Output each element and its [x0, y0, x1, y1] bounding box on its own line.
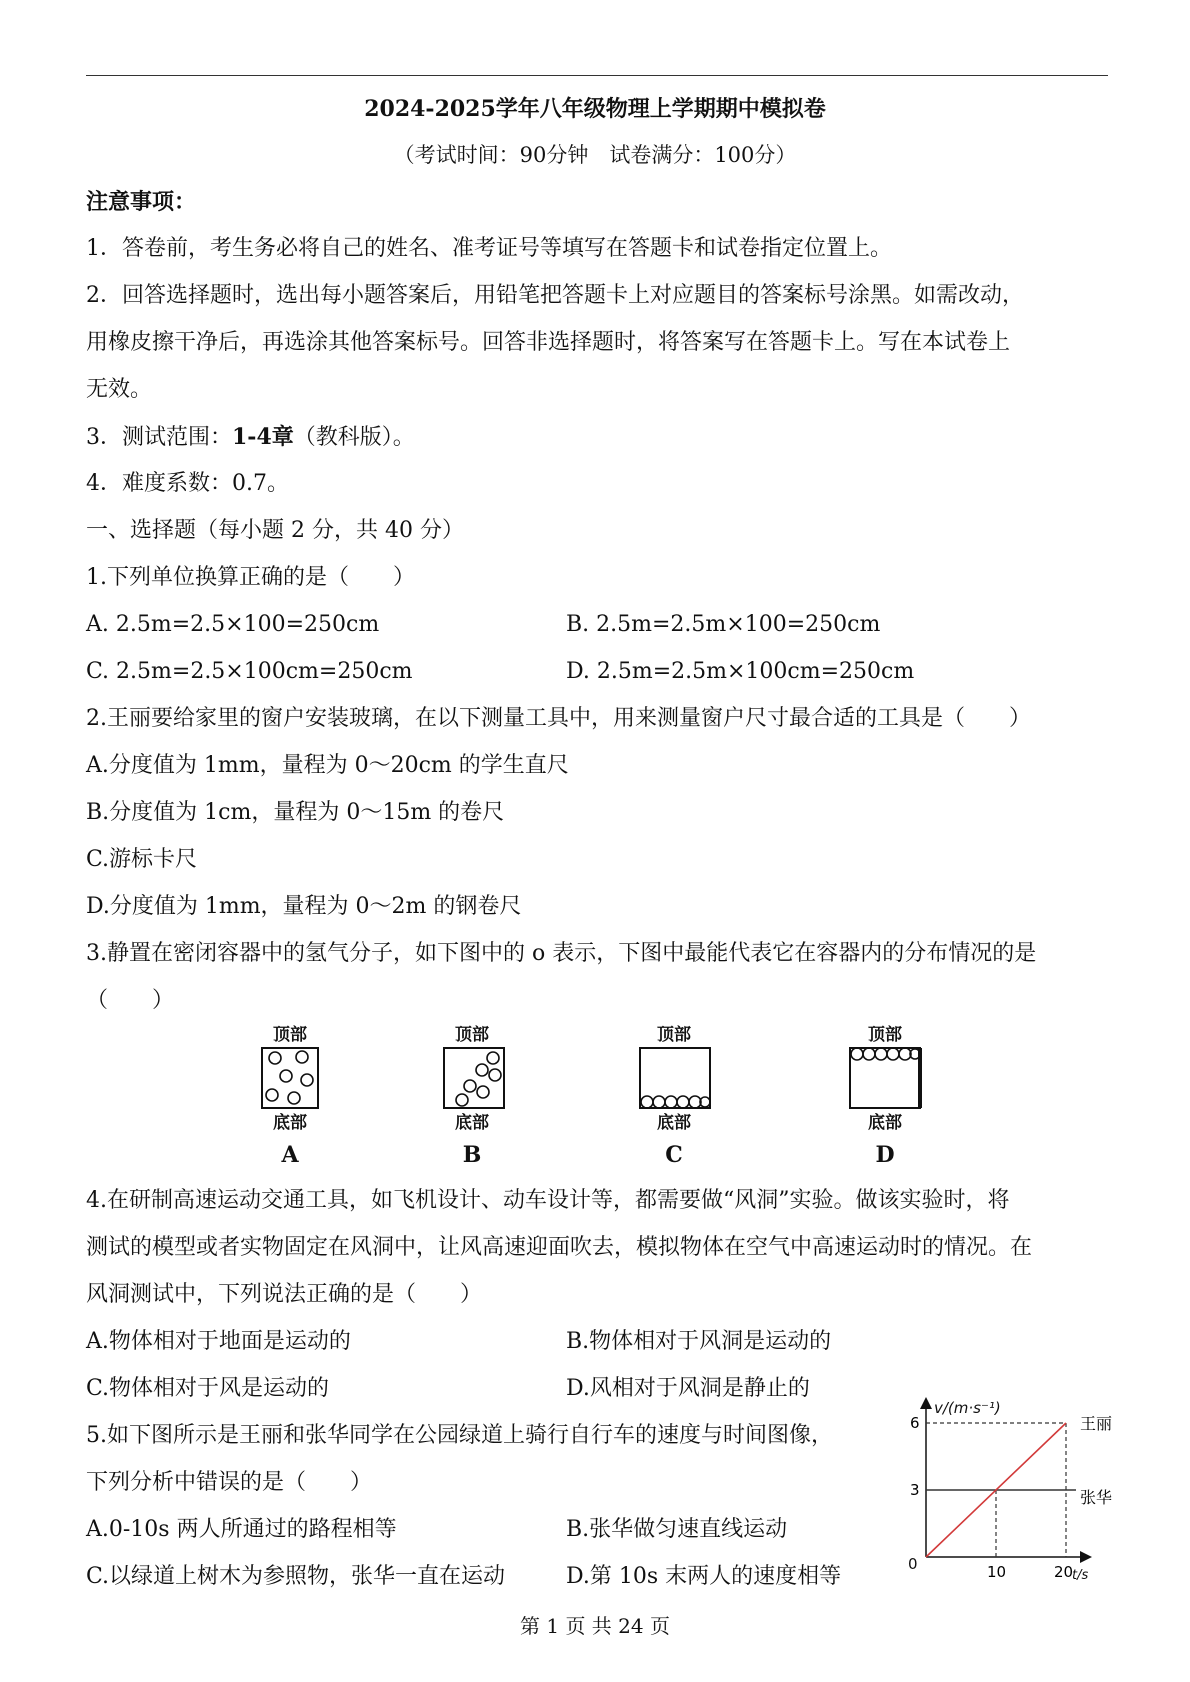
q4-stem-1: 4.在研制高速运动交通工具，如飞机设计、动车设计等，都需要做“风洞”实验。做该实验时，将 [86, 1188, 1010, 1213]
q1-option-a: A. 2.5m=2.5×100=250cm [86, 612, 380, 637]
q3-d-top-label: 顶部 [868, 1025, 902, 1045]
q3-d-molecule [887, 1048, 899, 1060]
q4-option-c: C.物体相对于风是运动的 [86, 1376, 330, 1401]
note-3-prefix: 3．测试范围： [86, 425, 232, 450]
note-3-suffix: （教科版）。 [293, 425, 415, 450]
y-tick-3: 3 [910, 1481, 920, 1499]
q2-stem: 2.王丽要给家里的窗户安装玻璃，在以下测量工具中，用来测量窗户尺寸最合适的工具是（ ） [86, 706, 1031, 731]
q3-label-d: D [875, 1142, 895, 1168]
q5-option-c: C.以绿道上树木为参照物，张华一直在运动 [86, 1564, 506, 1589]
note-3-range: 1-4章 [232, 424, 294, 450]
q3-c-top-label: 顶部 [657, 1025, 691, 1045]
q1-stem: 1.下列单位换算正确的是（ ） [86, 565, 415, 590]
note-3 [86, 423, 415, 452]
x-tick-20: 20 [1054, 1563, 1074, 1581]
q3-c-molecule [677, 1096, 689, 1108]
q3-c-molecule [641, 1096, 653, 1108]
q3-c-molecule [653, 1096, 665, 1108]
notes-heading: 注意事项： [86, 189, 197, 215]
origin-tick: 0 [908, 1555, 918, 1573]
note-2-line-1: 2．回答选择题时，选出每小题答案后，用铅笔把答题卡上对应题目的答案标号涂黑。如需改动， [86, 283, 1025, 308]
note-1: 1．答卷前，考生务必将自己的姓名、准考证号等填写在答题卡和试卷指定位置上。 [86, 236, 892, 261]
q3-a-molecule [296, 1051, 308, 1063]
q3-stem: 3.静置在密闭容器中的氢气分子，如下图中的 o 表示，下图中最能代表它在容器内的分布情况的是 [86, 941, 1037, 966]
q3-a-top-label: 顶部 [273, 1025, 307, 1045]
q3-b-molecule [477, 1086, 489, 1098]
q3-b-bottom-label: 底部 [455, 1113, 489, 1133]
q1-option-c: C. 2.5m=2.5×100cm=250cm [86, 659, 413, 684]
top-rule [86, 75, 1108, 76]
q5-stem-1: 5.如下图所示是王丽和张华同学在公园绿道上骑行自行车的速度与时间图像， [86, 1423, 833, 1448]
q3-label-b: B [462, 1142, 482, 1168]
q4-stem-2: 测试的模型或者实物固定在风洞中，让风高速迎面吹去，模拟物体在空气中高速运动时的情况。在 [86, 1235, 1033, 1260]
q1-option-b: B. 2.5m=2.5m×100=250cm [566, 612, 881, 637]
x-tick-10: 10 [987, 1563, 1007, 1581]
q3-b-molecule [487, 1052, 499, 1064]
q3-a-molecule [269, 1052, 281, 1064]
q3-b-molecule [476, 1064, 488, 1076]
page-title: 2024-2025学年八年级物理上学期期中模拟卷 [364, 96, 826, 122]
q5-option-a: A.0-10s 两人所通过的路程相等 [86, 1517, 397, 1542]
q3-b-molecule [464, 1080, 476, 1092]
q3-c-bottom-label: 底部 [657, 1113, 691, 1133]
note-4: 4．难度系数：0.7。 [86, 471, 289, 496]
q3-figure [250, 1020, 940, 1170]
y-axis-label: v/(m·s⁻¹) [934, 1399, 1001, 1417]
q4-option-a: A.物体相对于地面是运动的 [86, 1329, 351, 1354]
q1-option-d: D. 2.5m=2.5m×100cm=250cm [566, 659, 915, 684]
q3-stem-paren: （ ） [86, 988, 175, 1013]
q2-option-a: A.分度值为 1mm，量程为 0～20cm 的学生直尺 [86, 753, 569, 778]
q3-a-bottom-label: 底部 [273, 1113, 307, 1133]
y-tick-6: 6 [910, 1414, 920, 1432]
q5-option-d: D.第 10s 末两人的速度相等 [566, 1564, 842, 1589]
q3-a-molecule [280, 1070, 292, 1082]
note-2-line-3: 无效。 [86, 377, 153, 402]
page-footer: 第 1 页 共 24 页 [520, 1614, 670, 1638]
q2-option-d: D.分度值为 1mm，量程为 0～2m 的钢卷尺 [86, 894, 522, 919]
q3-d-molecule [875, 1048, 887, 1060]
q5-stem-2: 下列分析中错误的是（ ） [86, 1470, 373, 1495]
q5-vt-chart [896, 1395, 1136, 1600]
q3-label-c: C [665, 1142, 683, 1168]
legend-zhanghua: 张华 [1080, 1488, 1113, 1507]
legend-wangli: 王丽 [1080, 1414, 1113, 1433]
q3-c-molecule [665, 1096, 677, 1108]
q2-option-b: B.分度值为 1cm，量程为 0～15m 的卷尺 [86, 800, 505, 825]
exam-info: （考试时间：90分钟 试卷满分：100分） [393, 143, 797, 167]
q3-b-molecule [456, 1094, 468, 1106]
note-2-line-2: 用橡皮擦干净后，再选涂其他答案标号。回答非选择题时，将答案写在答题卡上。写在本试卷上 [86, 330, 1011, 355]
x-axis-label: t/s [1072, 1568, 1089, 1583]
q3-label-a: A [281, 1142, 299, 1168]
q3-d-bottom-label: 底部 [868, 1113, 902, 1133]
q4-option-d: D.风相对于风洞是静止的 [566, 1376, 810, 1401]
q3-a-molecule [266, 1089, 278, 1101]
q4-stem-3: 风洞测试中，下列说法正确的是（ ） [86, 1282, 483, 1307]
q3-b-container [444, 1048, 504, 1108]
q3-a-container [262, 1048, 318, 1108]
q3-b-molecule [489, 1069, 501, 1081]
section-heading: 一、选择题（每小题 2 分，共 40 分） [86, 518, 464, 543]
q3-d-molecule [863, 1048, 875, 1060]
q4-option-b: B.物体相对于风洞是运动的 [566, 1329, 832, 1354]
q2-option-c: C.游标卡尺 [86, 847, 198, 872]
q3-b-top-label: 顶部 [455, 1025, 489, 1045]
q3-a-molecule [301, 1074, 313, 1086]
q5-option-b: B.张华做匀速直线运动 [566, 1517, 788, 1542]
q3-d-molecule [851, 1048, 863, 1060]
q3-a-molecule [288, 1092, 300, 1104]
